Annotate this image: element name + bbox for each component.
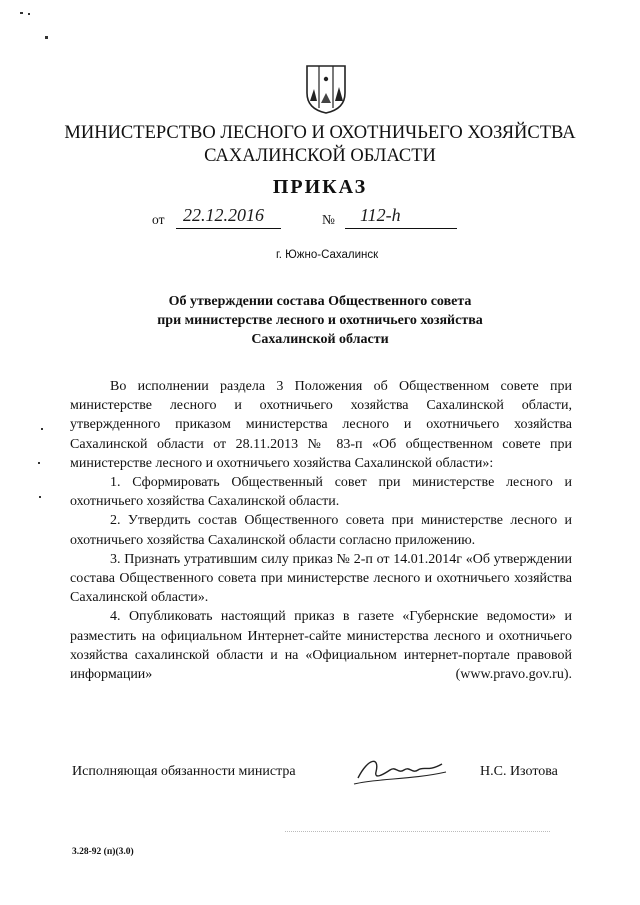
subject-line3: Сахалинской области	[251, 332, 389, 347]
signatory-position: Исполняющая обязанности министра	[72, 764, 296, 779]
number-label: №	[322, 212, 335, 227]
subject-line2: при министерстве лесного и охотничьего хозяйства	[157, 313, 483, 328]
subject-line1: Об утверждении состава Общественного совета	[168, 294, 472, 309]
date-label: от	[152, 212, 165, 227]
item-3-paragraph: 3. Признать утратившим силу приказ № 2-п от 14.01.2014г «Об утверждении состава Общественного совета при министерстве лесного и охотничьего хозяйства Сахалинской области».	[70, 551, 572, 606]
handwritten-signature	[350, 750, 450, 790]
coat-of-arms-emblem	[304, 63, 348, 115]
ministry-name-line1: МИНИСТЕРСТВО ЛЕСНОГО И ОХОТНИЧЬЕГО ХОЗЯЙСТВА	[64, 123, 576, 143]
ministry-name-line2: САХАЛИНСКОЙ ОБЛАСТИ	[204, 146, 436, 166]
body-text	[70, 377, 572, 684]
number-underline	[345, 228, 457, 229]
intro-paragraph: Во исполнении раздела 3 Положения об Общественном совете при министерстве лесного и охотничьего хозяйства Сахалинской области, утвержденного приказом министерства лесного и охотничьего хозяйства Сахалинской области от 28.11.2013 № 83-п «Об общественном совете при министерстве лесного и охотничьего хозяйства Сахалинской области»:	[70, 379, 572, 471]
order-number-handwritten: 112-h	[360, 205, 401, 225]
date-underline	[176, 228, 281, 229]
city-label: г. Южно-Сахалинск	[276, 249, 379, 261]
item-2-paragraph: 2. Утвердить состав Общественного совета при министерстве лесного и охотничьего хозяйства Сахалинской области согласно приложению.	[70, 513, 572, 548]
signatory-name: Н.С. Изотова	[480, 764, 558, 779]
scan-artifact-line	[285, 831, 550, 832]
item-1-paragraph: 1. Сформировать Общественный совет при министерстве лесного и охотничьего хозяйства Сахалинской области.	[70, 475, 572, 510]
order-date-handwritten: 22.12.2016	[183, 205, 264, 225]
document-type-title: ПРИКАЗ	[272, 176, 368, 198]
item-4-paragraph: 4. Опубликовать настоящий приказ в газете «Губернские ведомости» и разместить на официальном Интернет-сайте министерства лесного и охотничьего хозяйства сахалинской области и на «Официальном интернет-портале правовой информации» (www.pravo.gov.ru).	[70, 609, 572, 683]
form-code: 3.28-92 (п)(3.0)	[72, 847, 134, 857]
